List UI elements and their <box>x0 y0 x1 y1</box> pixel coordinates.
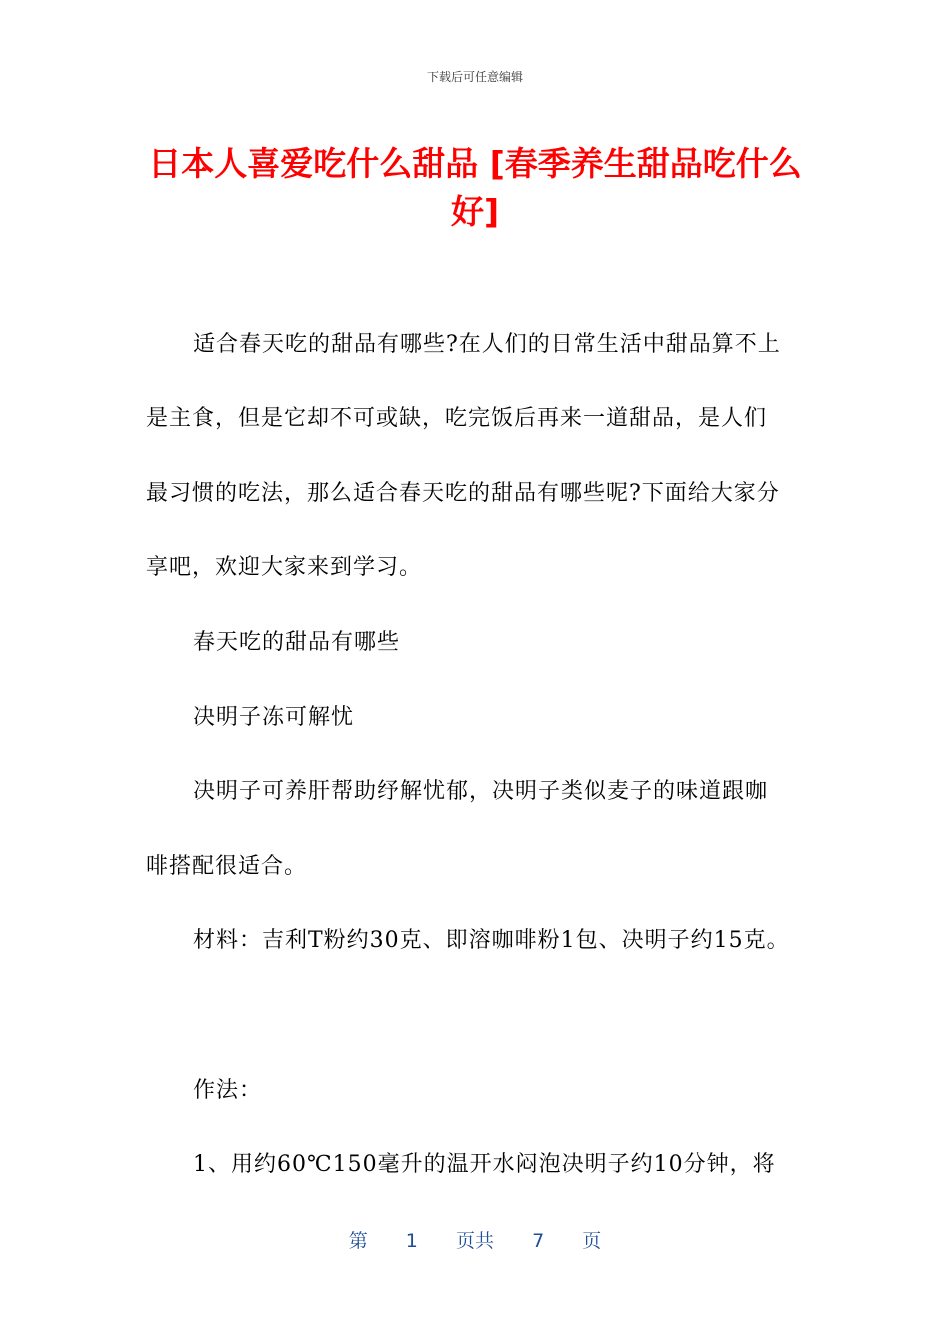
footer-total-pages: 7 <box>532 1230 545 1252</box>
method-step: 1、用约60℃150毫升的温开水闷泡决明子约10分钟，将 <box>193 1152 776 1177</box>
footer-label-of: 页共 <box>455 1230 494 1252</box>
footer-current-page: 1 <box>405 1230 418 1252</box>
footer-label-page: 第 <box>348 1230 368 1252</box>
paragraph-line: 决明子可养肝帮助纾解忧郁，决明子类似麦子的味道跟咖 <box>193 779 769 804</box>
paragraph-line: 最习惯的吃法，那么适合春天吃的甜品有哪些呢?下面给大家分 <box>146 481 780 506</box>
paragraph-line: 享吧，欢迎大家来到学习。 <box>146 555 423 580</box>
page-footer <box>0 1226 950 1253</box>
subsection-heading: 决明子冻可解忧 <box>193 705 355 730</box>
section-heading: 春天吃的甜品有哪些 <box>193 630 401 655</box>
ingredients-line: 材料：吉利T粉约30克、即溶咖啡粉1包、决明子约15克。 <box>193 928 790 953</box>
paragraph-line: 啡搭配很适合。 <box>146 854 308 879</box>
header-note: 下载后可任意编辑 <box>426 70 523 84</box>
footer-label-end: 页 <box>582 1230 602 1252</box>
paragraph-line: 适合春天吃的甜品有哪些?在人们的日常生活中甜品算不上 <box>193 332 781 357</box>
method-heading: 作法： <box>193 1078 263 1103</box>
document-title: 日本人喜爱吃什么甜品 [春季养生甜品吃什么好] <box>148 144 802 231</box>
paragraph-line: 是主食，但是它却不可或缺，吃完饭后再来一道甜品，是人们 <box>146 406 768 431</box>
